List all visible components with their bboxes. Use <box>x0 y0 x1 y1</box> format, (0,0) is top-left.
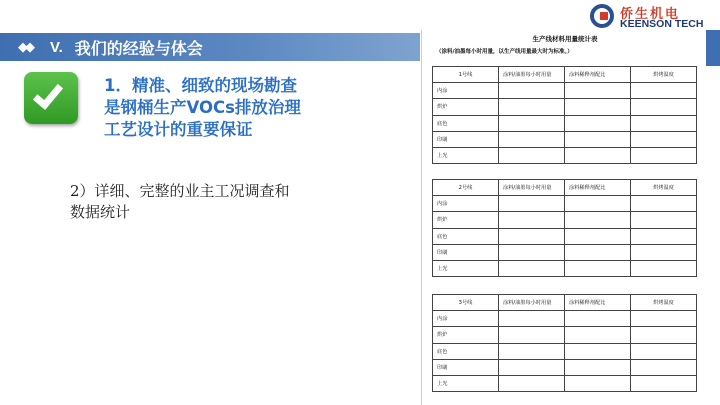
subheading <box>70 181 390 223</box>
table-row <box>433 212 697 228</box>
row-label: 内涂 <box>433 83 499 99</box>
row-label: 底色 <box>433 115 499 131</box>
section-header-bar <box>0 33 420 61</box>
table-header-cell: 烘烤温度 <box>631 295 697 311</box>
row-label: 烘炉 <box>433 212 499 228</box>
table-row <box>433 131 697 147</box>
logo-chinese-name: 侨生机电 <box>620 7 681 22</box>
main-heading <box>104 75 404 141</box>
table-row <box>433 359 697 375</box>
table-header-cell: 1号线 <box>433 67 499 83</box>
line-2-table <box>432 179 697 277</box>
table-header-row <box>433 67 697 83</box>
diamond-bullet-icon: ◆◆ <box>18 39 32 55</box>
checkmark-icon <box>24 72 78 124</box>
row-label: 底色 <box>433 343 499 359</box>
row-label: 上光 <box>433 260 499 276</box>
table-row <box>433 196 697 212</box>
table-header-cell: 2号线 <box>433 180 499 196</box>
table-header-cell: 涂料稀释剂配比 <box>565 180 631 196</box>
table-row <box>433 311 697 327</box>
section-title: 我们的经验与体会 <box>74 38 203 58</box>
table-header-cell: 涂料稀释剂配比 <box>565 67 631 83</box>
main-heading-line: 工艺设计的重要保证 <box>104 120 253 139</box>
table-row <box>433 147 697 163</box>
table-header-cell: 烘烤温度 <box>631 180 697 196</box>
row-label: 上光 <box>433 375 499 391</box>
table-row <box>433 228 697 244</box>
table-header-row <box>433 295 697 311</box>
main-heading-line: 是钢桶生产VOCs排放治理 <box>104 98 301 117</box>
form-title: 生产线材料用量统计表 <box>532 35 598 43</box>
table-row <box>433 327 697 343</box>
line-3-table <box>432 294 697 392</box>
section-number: V. <box>50 38 63 56</box>
table-header-cell: 3号线 <box>433 295 499 311</box>
table-header-cell: 烘烤温度 <box>631 67 697 83</box>
header-accent-block <box>706 30 720 66</box>
table-header-row <box>433 180 697 196</box>
row-label: 印刷 <box>433 244 499 260</box>
table-row <box>433 343 697 359</box>
company-logo <box>590 4 718 30</box>
table-row <box>433 115 697 131</box>
table-row <box>433 83 697 99</box>
row-label: 底色 <box>433 228 499 244</box>
table-header-cell: 涂料/油墨每小时用量 <box>499 180 565 196</box>
table-row <box>433 99 697 115</box>
line-1-table <box>432 66 697 164</box>
row-label: 内涂 <box>433 311 499 327</box>
table-header-cell: 涂料稀释剂配比 <box>565 295 631 311</box>
row-label: 上光 <box>433 147 499 163</box>
main-heading-line: 1．精准、细致的现场勘查 <box>104 76 297 95</box>
table-row <box>433 244 697 260</box>
vertical-divider <box>421 30 422 405</box>
table-header-cell: 涂料/油墨每小时用量 <box>499 67 565 83</box>
row-label: 印刷 <box>433 359 499 375</box>
form-note: （涂料/油墨每小时用量，以生产线用量最大时为标准。） <box>436 49 573 55</box>
logo-english-name: KEENSON TECH <box>620 18 704 30</box>
logo-mark-icon <box>590 4 614 28</box>
row-label: 烘炉 <box>433 327 499 343</box>
row-label: 印刷 <box>433 131 499 147</box>
statistics-form-image <box>424 30 706 405</box>
table-row <box>433 375 697 391</box>
subheading-line: 2）详细、完整的业主工况调查和 <box>70 182 290 200</box>
row-label: 内涂 <box>433 196 499 212</box>
row-label: 烘炉 <box>433 99 499 115</box>
table-header-cell: 涂料/油墨每小时用量 <box>499 295 565 311</box>
table-row <box>433 260 697 276</box>
subheading-line: 数据统计 <box>70 203 131 221</box>
